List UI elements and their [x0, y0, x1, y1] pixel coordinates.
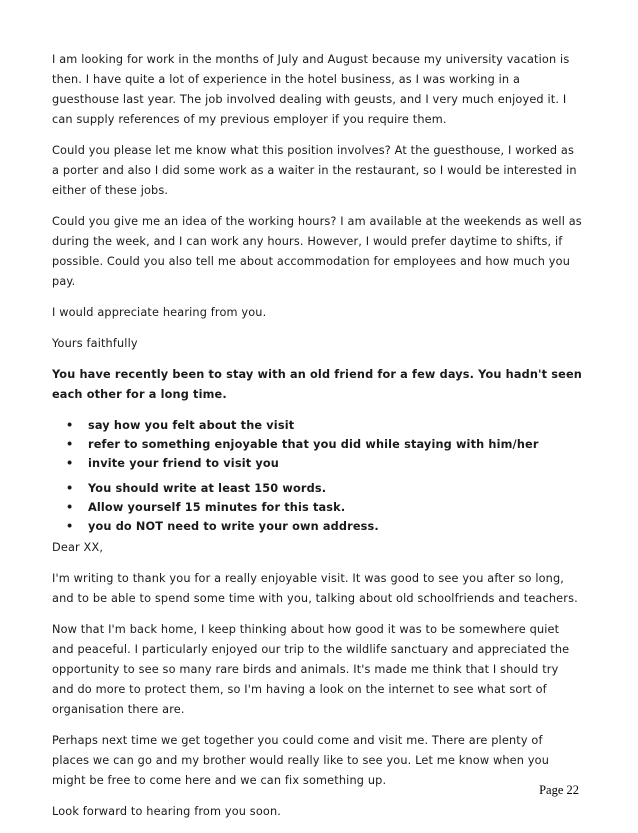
page-number: Page 22: [539, 783, 579, 797]
task-prompt: You have recently been to stay with an old friend for a few days. You hadn't seen each other for a long time.: [52, 368, 582, 401]
letter1-paragraph-1: I am looking for work in the months of July and August because my university vacation is then. I have quite a lot of experience in the hotel business, as I was working in a guesthouse last year. The job involved dealing with geusts, and I very much enjoyed it. I can supply references of my previous employer if you require them.: [52, 53, 570, 126]
task-point: • say how you felt about the visit: [88, 416, 582, 435]
letter1-closing: Yours faithfully: [52, 337, 138, 350]
task-rule: • Allow yourself 15 minutes for this task.: [88, 498, 582, 517]
letter1-paragraph-4: I would appreciate hearing from you.: [52, 306, 267, 319]
letter2-paragraph-3: Perhaps next time we get together you could come and visit me. There are plenty of places we can go and my brother would really like to see you. Let me know when you might be free to come here and we can fix something up.: [52, 734, 550, 787]
letter2-greeting: Dear XX,: [52, 541, 104, 554]
letter2-paragraph-4: Look forward to hearing from you soon.: [52, 805, 282, 818]
task-point: • invite your friend to visit you: [88, 454, 582, 473]
task-rules-list: [52, 479, 582, 536]
letter1-paragraph-3: Could you give me an idea of the working hours? I am available at the weekends as well as during the week, and I can work any hours. However, I would prefer daytime to shifts, if possible. Could you also tell me about accommodation for employees and how much you pay.: [52, 215, 582, 288]
document-body: [52, 50, 582, 833]
letter1-paragraph-2: Could you please let me know what this position involves? At the guesthouse, I worked as a porter and also I did some work as a waiter in the restaurant, so I would be interested in either of these jobs.: [52, 144, 577, 197]
task-rule: • you do NOT need to write your own address.: [88, 517, 582, 536]
task-points-list: [52, 416, 582, 473]
task-point: • refer to something enjoyable that you did while staying with him/her: [88, 435, 582, 454]
task-rule: • You should write at least 150 words.: [88, 479, 582, 498]
letter2-paragraph-2: Now that I'm back home, I keep thinking about how good it was to be somewhere quiet and peaceful. I particularly enjoyed our trip to the wildlife sanctuary and appreciated the opportunity to see so many rare birds and animals. It's made me think that I should try and do more to protect them, so I'm having a look on the internet to see what sort of organisation there are.: [52, 623, 570, 716]
letter2-paragraph-1: I'm writing to thank you for a really enjoyable visit. It was good to see you after so long, and to be able to spend some time with you, talking about old schoolfriends and teachers.: [52, 572, 578, 605]
